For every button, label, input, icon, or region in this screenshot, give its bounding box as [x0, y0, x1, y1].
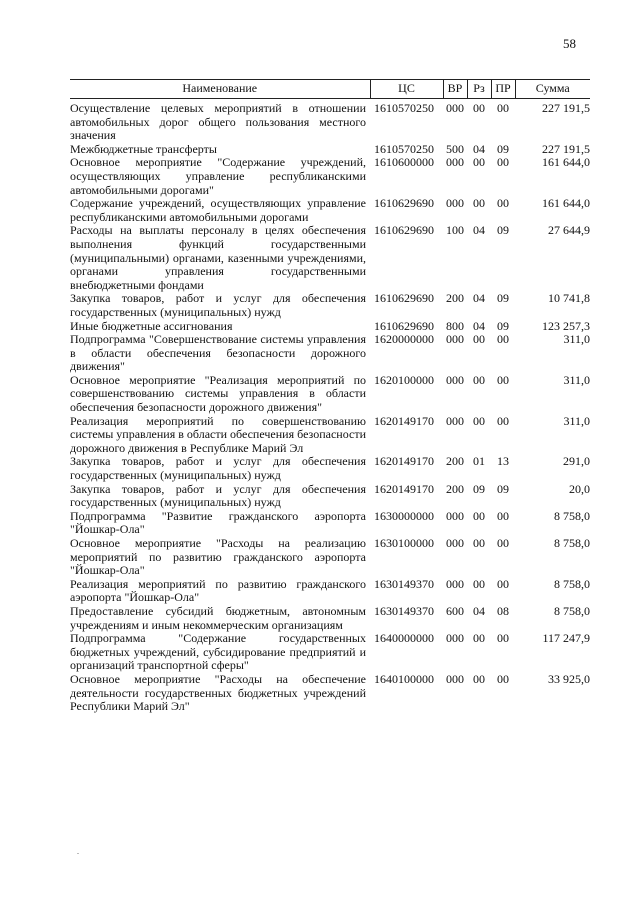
- column-header-pr: ПР: [491, 80, 515, 99]
- row-cs: 1610629690: [374, 291, 434, 306]
- row-sum: 8 758,0: [554, 603, 590, 618]
- table-row: [70, 605, 590, 632]
- row-sum: 33 925,0: [548, 671, 590, 686]
- row-rz: 00: [473, 631, 485, 646]
- row-name: Закупка товаров, работ и услуг для обеспечения государственных (муниципальных) нужд: [70, 481, 366, 510]
- row-pr: 08: [497, 603, 509, 618]
- table-row: [70, 537, 590, 578]
- row-cs: 1640000000: [374, 631, 434, 646]
- table-row: [70, 483, 590, 510]
- row-cs: 1630000000: [374, 508, 434, 523]
- row-sum: 161 644,0: [542, 155, 590, 170]
- row-pr: 09: [497, 291, 509, 306]
- table-row: [70, 224, 590, 292]
- column-header-cs: ЦС: [370, 80, 443, 99]
- column-header-sum: Сумма: [515, 80, 590, 99]
- row-vr: 800: [446, 318, 464, 333]
- row-name: Предоставление субсидий бюджетным, автономным учреждениям и иным некоммерческим организациям: [70, 603, 366, 632]
- column-header-rz: Рз: [467, 80, 491, 99]
- row-vr: 000: [446, 196, 464, 211]
- row-rz: 00: [473, 101, 485, 115]
- row-vr: 000: [446, 631, 464, 646]
- row-pr: 09: [497, 318, 509, 333]
- table-row: [70, 415, 590, 456]
- row-name: Подпрограмма "Развитие гражданского аэропорта "Йошкар-Ола": [70, 508, 366, 537]
- row-vr: 000: [446, 101, 464, 115]
- column-header-vr: ВР: [443, 80, 467, 99]
- row-cs: 1610570250: [374, 101, 434, 115]
- table-row: [70, 143, 590, 157]
- table-row: [70, 632, 590, 673]
- row-name: Основное мероприятие "Реализация мероприятий по совершенствованию системы управления в области обеспечения безопасности дорожного движения": [70, 372, 366, 415]
- row-sum: 20,0: [569, 481, 590, 496]
- row-pr: 00: [497, 332, 509, 347]
- row-name: Подпрограмма "Содержание государственных бюджетных учреждений, субсидирование предприятий и организаций транспортной сферы": [70, 631, 366, 673]
- budget-table: [70, 79, 590, 714]
- row-sum: 27 644,9: [548, 223, 590, 238]
- column-header-name: Наименование: [70, 80, 370, 99]
- row-pr: 00: [497, 372, 509, 387]
- row-pr: 00: [497, 413, 509, 428]
- row-pr: 00: [497, 196, 509, 211]
- row-cs: 1620149170: [374, 454, 434, 469]
- row-name: Межбюджетные трансферты: [70, 141, 217, 156]
- table-row: [70, 673, 590, 714]
- row-name: Расходы на выплаты персоналу в целях обеспечения выполнения функций государственными (муниципальными) органами, казенными учреждениями, органами управления государственными внебюджетными фондами: [70, 223, 366, 292]
- row-rz: 04: [473, 141, 485, 156]
- row-cs: 1620149170: [374, 481, 434, 496]
- row-vr: 200: [446, 481, 464, 496]
- row-rz: 00: [473, 332, 485, 347]
- row-vr: 100: [446, 223, 464, 238]
- row-pr: 00: [497, 155, 509, 170]
- page-number: 58: [563, 36, 576, 51]
- row-vr: 000: [446, 508, 464, 523]
- row-vr: 600: [446, 603, 464, 618]
- row-cs: 1610629690: [374, 196, 434, 211]
- row-pr: 00: [497, 576, 509, 591]
- row-rz: 00: [473, 576, 485, 591]
- row-name: Основное мероприятие "Расходы на реализацию мероприятий по развитию гражданского аэропорта "Йошкар-Ола": [70, 536, 366, 578]
- row-vr: 000: [446, 155, 464, 170]
- row-sum: 8 758,0: [554, 576, 590, 591]
- row-vr: 000: [446, 332, 464, 347]
- row-rz: 00: [473, 508, 485, 523]
- row-rz: 00: [473, 536, 485, 550]
- row-name: Реализация мероприятий по совершенствованию системы управления в области обеспечения безопасности дорожного движения в Республике Марий Эл: [70, 413, 366, 455]
- row-sum: 227 191,5: [542, 141, 590, 156]
- row-sum: 8 758,0: [554, 508, 590, 523]
- table-row: [70, 333, 590, 374]
- row-pr: 00: [497, 671, 509, 686]
- row-cs: 1640100000: [374, 671, 434, 686]
- row-sum: 311,0: [563, 413, 590, 428]
- row-sum: 123 257,3: [542, 318, 590, 333]
- row-cs: 1610570250: [374, 141, 434, 156]
- row-name: Закупка товаров, работ и услуг для обеспечения государственных (муниципальных) нужд: [70, 454, 366, 483]
- row-sum: 161 644,0: [542, 196, 590, 211]
- scan-speck: [77, 853, 79, 854]
- row-cs: 1630149370: [374, 603, 434, 618]
- row-name: Реализация мероприятий по развитию гражданского аэропорта "Йошкар-Ола": [70, 576, 366, 605]
- row-pr: 09: [497, 223, 509, 238]
- row-pr: 00: [497, 536, 509, 550]
- table-row: [70, 510, 590, 537]
- row-name: Основное мероприятие "Расходы на обеспечение деятельности государственных бюджетных учреждений Республики Марий Эл": [70, 671, 366, 714]
- row-sum: 8 758,0: [554, 536, 590, 550]
- row-pr: 00: [497, 631, 509, 646]
- row-cs: 1630100000: [374, 536, 434, 550]
- row-vr: 200: [446, 291, 464, 306]
- row-cs: 1610600000: [374, 155, 434, 170]
- table-row: [70, 292, 590, 319]
- row-cs: 1610629690: [374, 223, 434, 238]
- row-pr: 00: [497, 101, 509, 115]
- row-vr: 000: [446, 413, 464, 428]
- row-name: Закупка товаров, работ и услуг для обеспечения государственных (муниципальных) нужд: [70, 291, 366, 319]
- row-vr: 200: [446, 454, 464, 469]
- table-row: [70, 197, 590, 224]
- row-sum: 291,0: [563, 454, 590, 469]
- table-header-row: [70, 80, 590, 99]
- row-rz: 04: [473, 603, 485, 618]
- row-name: Основное мероприятие "Содержание учреждений, осуществляющих управление республиканскими автомобильными дорогами": [70, 155, 366, 197]
- row-rz: 09: [473, 481, 485, 496]
- table-row: [70, 578, 590, 605]
- row-sum: 311,0: [563, 372, 590, 387]
- row-vr: 000: [446, 671, 464, 686]
- row-vr: 000: [446, 372, 464, 387]
- row-name: Иные бюджетные ассигнования: [70, 318, 233, 333]
- table-body: [70, 99, 590, 714]
- table-row: [70, 455, 590, 482]
- row-rz: 04: [473, 223, 485, 238]
- row-name: Осуществление целевых мероприятий в отношении автомобильных дорог общего пользования местного значения: [70, 101, 366, 143]
- row-cs: 1630149370: [374, 576, 434, 591]
- table-row: [70, 99, 590, 143]
- row-rz: 00: [473, 413, 485, 428]
- row-rz: 04: [473, 318, 485, 333]
- row-vr: 000: [446, 576, 464, 591]
- row-cs: 1620000000: [374, 332, 434, 347]
- row-rz: 04: [473, 291, 485, 306]
- table-row: [70, 156, 590, 197]
- row-pr: 00: [497, 508, 509, 523]
- row-rz: 00: [473, 155, 485, 170]
- row-sum: 227 191,5: [542, 101, 590, 115]
- row-pr: 13: [497, 454, 509, 469]
- row-sum: 311,0: [563, 332, 590, 347]
- row-sum: 117 247,9: [542, 631, 590, 646]
- row-cs: 1620149170: [374, 413, 434, 428]
- row-rz: 00: [473, 196, 485, 211]
- row-pr: 09: [497, 141, 509, 156]
- row-name: Подпрограмма "Совершенствование системы управления в области обеспечения безопасности дорожного движения": [70, 332, 366, 374]
- row-rz: 00: [473, 671, 485, 686]
- row-pr: 09: [497, 481, 509, 496]
- row-rz: 01: [473, 454, 485, 469]
- table-row: [70, 320, 590, 334]
- table-row: [70, 374, 590, 415]
- row-cs: 1610629690: [374, 318, 434, 333]
- row-vr: 500: [446, 141, 464, 156]
- row-rz: 00: [473, 372, 485, 387]
- row-name: Содержание учреждений, осуществляющих управление республиканскими автомобильными дорогами: [70, 196, 366, 224]
- row-sum: 10 741,8: [548, 291, 590, 306]
- row-cs: 1620100000: [374, 372, 434, 387]
- row-vr: 000: [446, 536, 464, 550]
